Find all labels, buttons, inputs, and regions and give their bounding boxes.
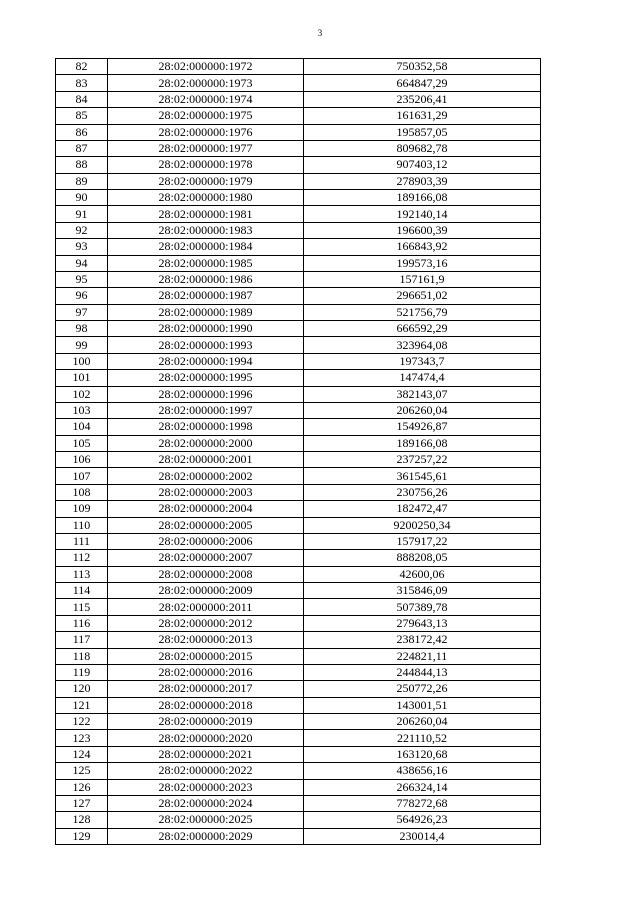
row-number-cell: 106 xyxy=(56,452,108,468)
table-row xyxy=(56,501,541,517)
value-cell: 361545,61 xyxy=(304,468,541,484)
table-row xyxy=(56,108,541,124)
value-cell: 163120,68 xyxy=(304,746,541,762)
value-cell: 382143,07 xyxy=(304,386,541,402)
value-cell: 507389,78 xyxy=(304,599,541,615)
table-row xyxy=(56,648,541,664)
table-row xyxy=(56,255,541,271)
value-cell: 230014,4 xyxy=(304,828,541,844)
row-number-cell: 123 xyxy=(56,730,108,746)
value-cell: 809682,78 xyxy=(304,140,541,156)
cadastral-number-cell: 28:02:000000:2013 xyxy=(108,632,304,648)
table-row xyxy=(56,91,541,107)
cadastral-number-cell: 28:02:000000:2021 xyxy=(108,746,304,762)
value-cell: 192140,14 xyxy=(304,206,541,222)
row-number-cell: 127 xyxy=(56,795,108,811)
cadastral-number-cell: 28:02:000000:1996 xyxy=(108,386,304,402)
table-row xyxy=(56,386,541,402)
table-row xyxy=(56,763,541,779)
value-cell: 238172,42 xyxy=(304,632,541,648)
row-number-cell: 104 xyxy=(56,419,108,435)
table-row xyxy=(56,321,541,337)
value-cell: 154926,87 xyxy=(304,419,541,435)
cadastral-number-cell: 28:02:000000:1993 xyxy=(108,337,304,353)
cadastral-number-cell: 28:02:000000:2008 xyxy=(108,566,304,582)
row-number-cell: 122 xyxy=(56,714,108,730)
table-row xyxy=(56,681,541,697)
cadastral-table xyxy=(55,58,541,845)
cadastral-number-cell: 28:02:000000:1998 xyxy=(108,419,304,435)
value-cell: 42600,06 xyxy=(304,566,541,582)
value-cell: 244844,13 xyxy=(304,664,541,680)
row-number-cell: 124 xyxy=(56,746,108,762)
row-number-cell: 92 xyxy=(56,222,108,238)
value-cell: 157917,22 xyxy=(304,533,541,549)
table-row xyxy=(56,615,541,631)
value-cell: 438656,16 xyxy=(304,763,541,779)
cadastral-number-cell: 28:02:000000:1976 xyxy=(108,124,304,140)
value-cell: 9200250,34 xyxy=(304,517,541,533)
cadastral-number-cell: 28:02:000000:2022 xyxy=(108,763,304,779)
value-cell: 195857,05 xyxy=(304,124,541,140)
cadastral-number-cell: 28:02:000000:2020 xyxy=(108,730,304,746)
table-row xyxy=(56,632,541,648)
value-cell: 564926,23 xyxy=(304,812,541,828)
table-row xyxy=(56,583,541,599)
cadastral-number-cell: 28:02:000000:2003 xyxy=(108,484,304,500)
table-row xyxy=(56,517,541,533)
row-number-cell: 120 xyxy=(56,681,108,697)
value-cell: 230756,26 xyxy=(304,484,541,500)
row-number-cell: 96 xyxy=(56,288,108,304)
table-row xyxy=(56,435,541,451)
cadastral-number-cell: 28:02:000000:2006 xyxy=(108,533,304,549)
row-number-cell: 125 xyxy=(56,763,108,779)
cadastral-number-cell: 28:02:000000:2019 xyxy=(108,714,304,730)
value-cell: 199573,16 xyxy=(304,255,541,271)
cadastral-number-cell: 28:02:000000:1972 xyxy=(108,59,304,75)
cadastral-number-cell: 28:02:000000:2029 xyxy=(108,828,304,844)
table-row xyxy=(56,730,541,746)
table-row xyxy=(56,828,541,844)
value-cell: 221110,52 xyxy=(304,730,541,746)
value-cell: 189166,08 xyxy=(304,435,541,451)
cadastral-number-cell: 28:02:000000:2024 xyxy=(108,795,304,811)
cadastral-number-cell: 28:02:000000:2004 xyxy=(108,501,304,517)
cadastral-number-cell: 28:02:000000:1994 xyxy=(108,353,304,369)
page-number: 3 xyxy=(317,28,323,38)
row-number-cell: 95 xyxy=(56,271,108,287)
cadastral-number-cell: 28:02:000000:1974 xyxy=(108,91,304,107)
value-cell: 279643,13 xyxy=(304,615,541,631)
row-number-cell: 93 xyxy=(56,239,108,255)
table-row xyxy=(56,304,541,320)
table-row xyxy=(56,353,541,369)
value-cell: 182472,47 xyxy=(304,501,541,517)
value-cell: 250772,26 xyxy=(304,681,541,697)
row-number-cell: 111 xyxy=(56,533,108,549)
cadastral-number-cell: 28:02:000000:1989 xyxy=(108,304,304,320)
cadastral-number-cell: 28:02:000000:1979 xyxy=(108,173,304,189)
value-cell: 266324,14 xyxy=(304,779,541,795)
row-number-cell: 100 xyxy=(56,353,108,369)
table-row xyxy=(56,124,541,140)
table-row xyxy=(56,402,541,418)
cadastral-number-cell: 28:02:000000:1983 xyxy=(108,222,304,238)
row-number-cell: 85 xyxy=(56,108,108,124)
row-number-cell: 118 xyxy=(56,648,108,664)
table-row xyxy=(56,664,541,680)
cadastral-number-cell: 28:02:000000:1990 xyxy=(108,321,304,337)
row-number-cell: 98 xyxy=(56,321,108,337)
row-number-cell: 108 xyxy=(56,484,108,500)
value-cell: 157161,9 xyxy=(304,271,541,287)
row-number-cell: 112 xyxy=(56,550,108,566)
row-number-cell: 86 xyxy=(56,124,108,140)
cadastral-number-cell: 28:02:000000:2000 xyxy=(108,435,304,451)
table-row xyxy=(56,599,541,615)
cadastral-number-cell: 28:02:000000:1975 xyxy=(108,108,304,124)
table-row xyxy=(56,550,541,566)
cadastral-number-cell: 28:02:000000:1973 xyxy=(108,75,304,91)
cadastral-number-cell: 28:02:000000:1995 xyxy=(108,370,304,386)
row-number-cell: 94 xyxy=(56,255,108,271)
value-cell: 666592,29 xyxy=(304,321,541,337)
cadastral-number-cell: 28:02:000000:2007 xyxy=(108,550,304,566)
row-number-cell: 126 xyxy=(56,779,108,795)
row-number-cell: 115 xyxy=(56,599,108,615)
cadastral-number-cell: 28:02:000000:1997 xyxy=(108,402,304,418)
cadastral-number-cell: 28:02:000000:2018 xyxy=(108,697,304,713)
row-number-cell: 84 xyxy=(56,91,108,107)
table-row xyxy=(56,157,541,173)
table-row xyxy=(56,795,541,811)
table-row xyxy=(56,779,541,795)
table-row xyxy=(56,140,541,156)
value-cell: 296651,02 xyxy=(304,288,541,304)
table-body xyxy=(56,59,541,845)
cadastral-number-cell: 28:02:000000:2001 xyxy=(108,452,304,468)
value-cell: 147474,4 xyxy=(304,370,541,386)
value-cell: 888208,05 xyxy=(304,550,541,566)
row-number-cell: 83 xyxy=(56,75,108,91)
value-cell: 235206,41 xyxy=(304,91,541,107)
value-cell: 143001,51 xyxy=(304,697,541,713)
row-number-cell: 87 xyxy=(56,140,108,156)
row-number-cell: 109 xyxy=(56,501,108,517)
row-number-cell: 88 xyxy=(56,157,108,173)
cadastral-number-cell: 28:02:000000:1985 xyxy=(108,255,304,271)
cadastral-number-cell: 28:02:000000:1986 xyxy=(108,271,304,287)
row-number-cell: 129 xyxy=(56,828,108,844)
row-number-cell: 107 xyxy=(56,468,108,484)
value-cell: 196600,39 xyxy=(304,222,541,238)
row-number-cell: 90 xyxy=(56,190,108,206)
table-row xyxy=(56,222,541,238)
cadastral-number-cell: 28:02:000000:2009 xyxy=(108,583,304,599)
table-row xyxy=(56,419,541,435)
cadastral-number-cell: 28:02:000000:2012 xyxy=(108,615,304,631)
value-cell: 315846,09 xyxy=(304,583,541,599)
table-row xyxy=(56,337,541,353)
value-cell: 323964,08 xyxy=(304,337,541,353)
row-number-cell: 116 xyxy=(56,615,108,631)
cadastral-number-cell: 28:02:000000:2015 xyxy=(108,648,304,664)
table-row xyxy=(56,452,541,468)
row-number-cell: 91 xyxy=(56,206,108,222)
value-cell: 206260,04 xyxy=(304,714,541,730)
table-row xyxy=(56,566,541,582)
table-row xyxy=(56,288,541,304)
value-cell: 278903,39 xyxy=(304,173,541,189)
cadastral-number-cell: 28:02:000000:1987 xyxy=(108,288,304,304)
cadastral-number-cell: 28:02:000000:2023 xyxy=(108,779,304,795)
cadastral-number-cell: 28:02:000000:2017 xyxy=(108,681,304,697)
cadastral-number-cell: 28:02:000000:2005 xyxy=(108,517,304,533)
cadastral-number-cell: 28:02:000000:2025 xyxy=(108,812,304,828)
value-cell: 166843,92 xyxy=(304,239,541,255)
row-number-cell: 110 xyxy=(56,517,108,533)
table-row xyxy=(56,59,541,75)
row-number-cell: 113 xyxy=(56,566,108,582)
table-row xyxy=(56,206,541,222)
cadastral-number-cell: 28:02:000000:1980 xyxy=(108,190,304,206)
cadastral-number-cell: 28:02:000000:2016 xyxy=(108,664,304,680)
table-row xyxy=(56,484,541,500)
row-number-cell: 102 xyxy=(56,386,108,402)
table-row xyxy=(56,173,541,189)
row-number-cell: 105 xyxy=(56,435,108,451)
row-number-cell: 82 xyxy=(56,59,108,75)
cadastral-number-cell: 28:02:000000:1978 xyxy=(108,157,304,173)
value-cell: 521756,79 xyxy=(304,304,541,320)
value-cell: 907403,12 xyxy=(304,157,541,173)
table-row xyxy=(56,697,541,713)
table-row xyxy=(56,75,541,91)
row-number-cell: 101 xyxy=(56,370,108,386)
value-cell: 206260,04 xyxy=(304,402,541,418)
row-number-cell: 114 xyxy=(56,583,108,599)
value-cell: 664847,29 xyxy=(304,75,541,91)
table-row xyxy=(56,239,541,255)
value-cell: 237257,22 xyxy=(304,452,541,468)
row-number-cell: 97 xyxy=(56,304,108,320)
table-row xyxy=(56,370,541,386)
value-cell: 189166,08 xyxy=(304,190,541,206)
table-row xyxy=(56,271,541,287)
value-cell: 161631,29 xyxy=(304,108,541,124)
cadastral-number-cell: 28:02:000000:2011 xyxy=(108,599,304,615)
table-row xyxy=(56,812,541,828)
table-row xyxy=(56,468,541,484)
table-row xyxy=(56,714,541,730)
row-number-cell: 121 xyxy=(56,697,108,713)
cadastral-number-cell: 28:02:000000:1981 xyxy=(108,206,304,222)
value-cell: 778272,68 xyxy=(304,795,541,811)
table-row xyxy=(56,533,541,549)
row-number-cell: 117 xyxy=(56,632,108,648)
row-number-cell: 128 xyxy=(56,812,108,828)
cadastral-number-cell: 28:02:000000:1984 xyxy=(108,239,304,255)
row-number-cell: 99 xyxy=(56,337,108,353)
row-number-cell: 119 xyxy=(56,664,108,680)
row-number-cell: 103 xyxy=(56,402,108,418)
table-row xyxy=(56,746,541,762)
cadastral-number-cell: 28:02:000000:2002 xyxy=(108,468,304,484)
table-row xyxy=(56,190,541,206)
value-cell: 197343,7 xyxy=(304,353,541,369)
row-number-cell: 89 xyxy=(56,173,108,189)
cadastral-number-cell: 28:02:000000:1977 xyxy=(108,140,304,156)
value-cell: 224821,11 xyxy=(304,648,541,664)
value-cell: 750352,58 xyxy=(304,59,541,75)
